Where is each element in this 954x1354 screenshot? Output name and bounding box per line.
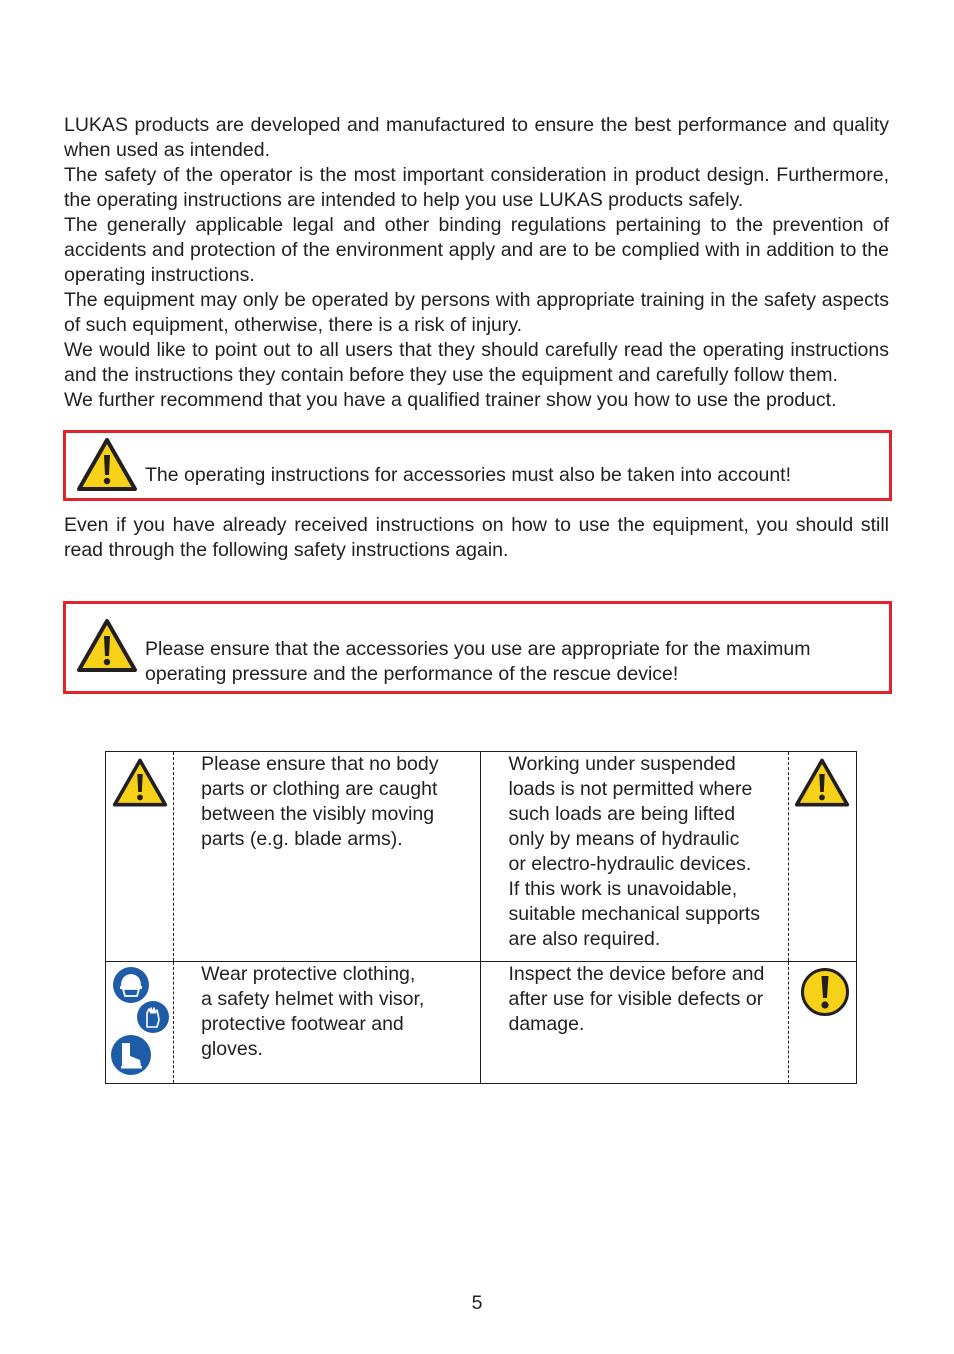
intro-text [64, 113, 889, 413]
table-row [106, 962, 857, 1084]
boots-icon [110, 1034, 152, 1076]
instruction-line: Please ensure that no body [201, 753, 439, 775]
icon-cell [788, 962, 856, 1084]
icon-cell [106, 752, 174, 962]
warning-triangle-icon [76, 437, 138, 493]
intro-paragraph: We would like to point out to all users that they should carefully read the operating instructions and the instructions they contain before they use the equipment and carefully follow them. [64, 339, 889, 386]
instruction-cell [174, 962, 481, 1084]
instruction-line: Inspect the device before and [508, 963, 765, 985]
intro-paragraph: The generally applicable legal and other binding regulations pertaining to the prevention of accidents and protection of the environment apply and are to be complied with in addition to the operating instructions. [64, 214, 889, 286]
instruction-line: suitable mechanical supports [508, 903, 760, 925]
instruction-line: are also required. [508, 928, 661, 950]
instruction-line: loads is not permitted where [508, 778, 753, 800]
warning-box-pressure [63, 601, 892, 694]
icon-cell [106, 962, 174, 1084]
instruction-line: damage. [508, 1013, 585, 1035]
table-row [106, 752, 857, 962]
instruction-line: protective footwear and [201, 1013, 404, 1035]
warning-triangle-icon [112, 757, 168, 809]
reminder-text [64, 513, 889, 563]
warning-text: The operating instructions for accessories must also be taken into account! [145, 464, 792, 486]
instruction-line: between the visibly moving [201, 803, 435, 825]
warning-triangle-icon [794, 757, 850, 809]
instruction-line: Working under suspended [508, 753, 736, 775]
safety-instructions-table [105, 751, 857, 1084]
instruction-line: parts or clothing are caught [201, 778, 438, 800]
instruction-line: after use for visible defects or [508, 988, 764, 1010]
warning-text-line: operating pressure and the performance of the rescue device! [145, 663, 679, 685]
reminder-paragraph: Even if you have already received instructions on how to use the equipment, you should still read through the following safety instructions again. [64, 514, 889, 561]
warning-box-accessories [63, 430, 892, 501]
intro-paragraph: The safety of the operator is the most important consideration in product design. Furthermore, the operating instructions are intended to help you use LUKAS products safely. [64, 164, 889, 211]
instruction-line: gloves. [201, 1038, 263, 1060]
intro-paragraph: The equipment may only be operated by persons with appropriate training in the safety aspects of such equipment, otherwise, there is a risk of injury. [64, 289, 889, 336]
icon-cell [788, 752, 856, 962]
warning-triangle-icon [76, 618, 138, 674]
intro-paragraph: LUKAS products are developed and manufactured to ensure the best performance and quality when used as intended. [64, 114, 889, 161]
instruction-line: such loads are being lifted [508, 803, 736, 825]
helmet-visor-icon [112, 966, 150, 1004]
instruction-line: a safety helmet with visor, [201, 988, 425, 1010]
exclamation-circle-icon [800, 967, 850, 1017]
warning-text-line: Please ensure that the accessories you use are appropriate for the maximum [145, 638, 811, 660]
intro-paragraph: We further recommend that you have a qualified trainer show you how to use the product. [64, 389, 837, 411]
page-number: 5 [471, 1292, 483, 1314]
instruction-cell [174, 752, 481, 962]
instruction-cell [481, 752, 788, 962]
instruction-line: Wear protective clothing, [201, 963, 416, 985]
instruction-line: only by means of hydraulic [508, 828, 740, 850]
gloves-icon [136, 1000, 170, 1034]
instruction-line: If this work is unavoidable, [508, 878, 738, 900]
instruction-line: parts (e.g. blade arms). [201, 828, 403, 850]
instruction-line: or electro-hydraulic devices. [508, 853, 752, 875]
warning-text [145, 637, 811, 687]
instruction-cell [481, 962, 788, 1084]
